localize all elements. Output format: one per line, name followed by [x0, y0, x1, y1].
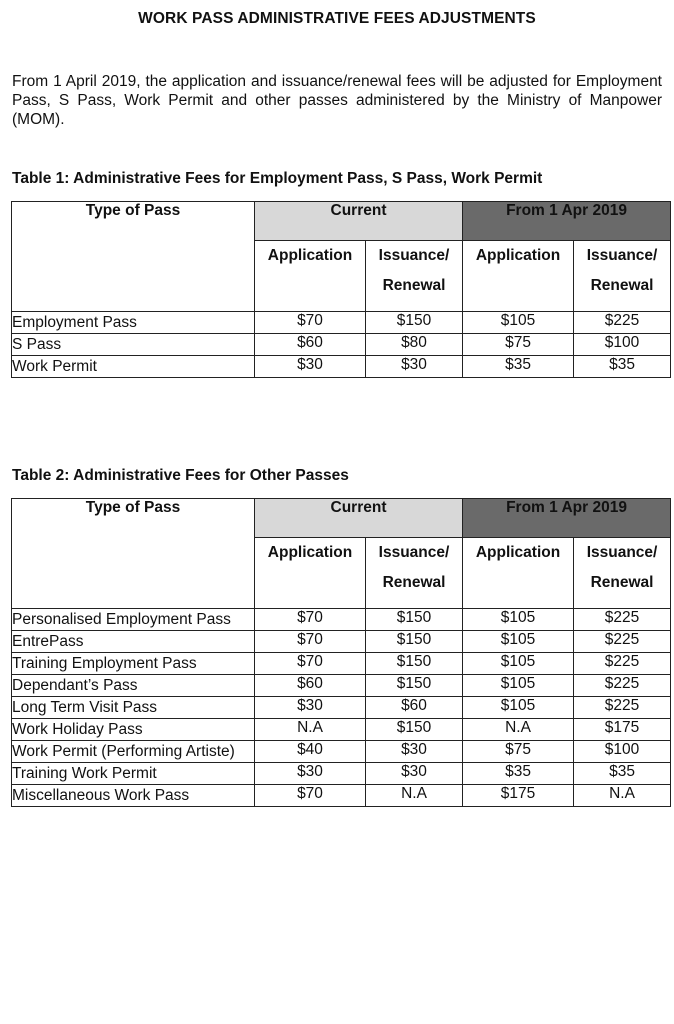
header-new-issuance-renewal: Issuance/ Renewal	[574, 241, 671, 312]
pass-name-cell: Long Term Visit Pass	[12, 697, 255, 719]
pass-name-cell: EntrePass	[12, 631, 255, 653]
table-row	[12, 675, 671, 697]
page-title: WORK PASS ADMINISTRATIVE FEES ADJUSTMENTS	[138, 10, 536, 27]
intro-paragraph: From 1 April 2019, the application and issuance/renewal fees will be adjusted for Employment Pass, S Pass, Work Permit and other passes administered by the Ministry of Manpower (MOM).	[12, 73, 662, 128]
current-issuance-renewal-fee: $150	[366, 719, 463, 741]
header-current-application: Application	[255, 538, 366, 609]
header-type-of-pass: Type of Pass	[12, 202, 255, 312]
header-type-of-pass: Type of Pass	[12, 499, 255, 609]
table-row	[12, 312, 671, 334]
current-issuance-renewal-fee: $150	[366, 609, 463, 631]
header-from-1-apr-2019: From 1 Apr 2019	[463, 202, 671, 241]
table1-fees	[11, 201, 671, 378]
table-row	[12, 719, 671, 741]
current-issuance-renewal-fee: $60	[366, 697, 463, 719]
new-application-fee: N.A	[463, 719, 574, 741]
header-current-application: Application	[255, 241, 366, 312]
current-application-fee: $40	[255, 741, 366, 763]
new-issuance-renewal-fee: $175	[574, 719, 671, 741]
table-row	[12, 697, 671, 719]
current-application-fee: N.A	[255, 719, 366, 741]
pass-name-cell: Personalised Employment Pass	[12, 609, 255, 631]
current-issuance-renewal-fee: $150	[366, 631, 463, 653]
table-row	[12, 741, 671, 763]
new-issuance-renewal-fee: $100	[574, 741, 671, 763]
table2-body	[12, 609, 671, 807]
new-application-fee: $75	[463, 334, 574, 356]
table1-caption: Table 1: Administrative Fees for Employment Pass, S Pass, Work Permit	[12, 170, 543, 187]
new-issuance-renewal-fee: $225	[574, 609, 671, 631]
header-new-application: Application	[463, 538, 574, 609]
header-from-1-apr-2019: From 1 Apr 2019	[463, 499, 671, 538]
current-application-fee: $70	[255, 609, 366, 631]
pass-name-cell: S Pass	[12, 334, 255, 356]
current-application-fee: $60	[255, 675, 366, 697]
current-issuance-renewal-fee: $80	[366, 334, 463, 356]
new-application-fee: $105	[463, 609, 574, 631]
current-application-fee: $30	[255, 763, 366, 785]
current-issuance-renewal-fee: $150	[366, 312, 463, 334]
table-row	[12, 631, 671, 653]
pass-name-cell: Work Permit	[12, 356, 255, 378]
new-issuance-renewal-fee: $225	[574, 653, 671, 675]
pass-name-cell: Miscellaneous Work Pass	[12, 785, 255, 807]
current-application-fee: $70	[255, 785, 366, 807]
current-issuance-renewal-fee: $150	[366, 675, 463, 697]
pass-name-cell: Employment Pass	[12, 312, 255, 334]
table-row	[12, 653, 671, 675]
table-row	[12, 356, 671, 378]
new-issuance-renewal-fee: $35	[574, 356, 671, 378]
new-application-fee: $105	[463, 697, 574, 719]
header-current-issuance-renewal: Issuance/ Renewal	[366, 538, 463, 609]
pass-name-cell: Training Work Permit	[12, 763, 255, 785]
table-row	[12, 609, 671, 631]
pass-name-cell: Dependant’s Pass	[12, 675, 255, 697]
new-issuance-renewal-fee: $100	[574, 334, 671, 356]
current-issuance-renewal-fee: $30	[366, 741, 463, 763]
new-issuance-renewal-fee: N.A	[574, 785, 671, 807]
current-application-fee: $70	[255, 312, 366, 334]
current-application-fee: $60	[255, 334, 366, 356]
new-application-fee: $35	[463, 356, 574, 378]
table-row	[12, 334, 671, 356]
pass-name-cell: Work Holiday Pass	[12, 719, 255, 741]
new-application-fee: $75	[463, 741, 574, 763]
new-application-fee: $105	[463, 631, 574, 653]
new-application-fee: $105	[463, 312, 574, 334]
header-new-application: Application	[463, 241, 574, 312]
current-application-fee: $70	[255, 631, 366, 653]
current-issuance-renewal-fee: $30	[366, 356, 463, 378]
current-application-fee: $70	[255, 653, 366, 675]
new-application-fee: $105	[463, 653, 574, 675]
header-current: Current	[255, 202, 463, 241]
new-application-fee: $35	[463, 763, 574, 785]
current-issuance-renewal-fee: $150	[366, 653, 463, 675]
table2-caption: Table 2: Administrative Fees for Other Passes	[12, 467, 349, 484]
header-current: Current	[255, 499, 463, 538]
pass-name-cell: Work Permit (Performing Artiste)	[12, 741, 255, 763]
new-issuance-renewal-fee: $225	[574, 697, 671, 719]
header-new-issuance-renewal: Issuance/ Renewal	[574, 538, 671, 609]
current-application-fee: $30	[255, 697, 366, 719]
current-application-fee: $30	[255, 356, 366, 378]
table1-body	[12, 312, 671, 378]
pass-name-cell: Training Employment Pass	[12, 653, 255, 675]
new-issuance-renewal-fee: $225	[574, 631, 671, 653]
table-row	[12, 763, 671, 785]
current-issuance-renewal-fee: $30	[366, 763, 463, 785]
new-issuance-renewal-fee: $225	[574, 675, 671, 697]
current-issuance-renewal-fee: N.A	[366, 785, 463, 807]
table-row	[12, 785, 671, 807]
new-application-fee: $175	[463, 785, 574, 807]
new-application-fee: $105	[463, 675, 574, 697]
header-current-issuance-renewal: Issuance/ Renewal	[366, 241, 463, 312]
new-issuance-renewal-fee: $35	[574, 763, 671, 785]
new-issuance-renewal-fee: $225	[574, 312, 671, 334]
table2-fees	[11, 498, 671, 807]
